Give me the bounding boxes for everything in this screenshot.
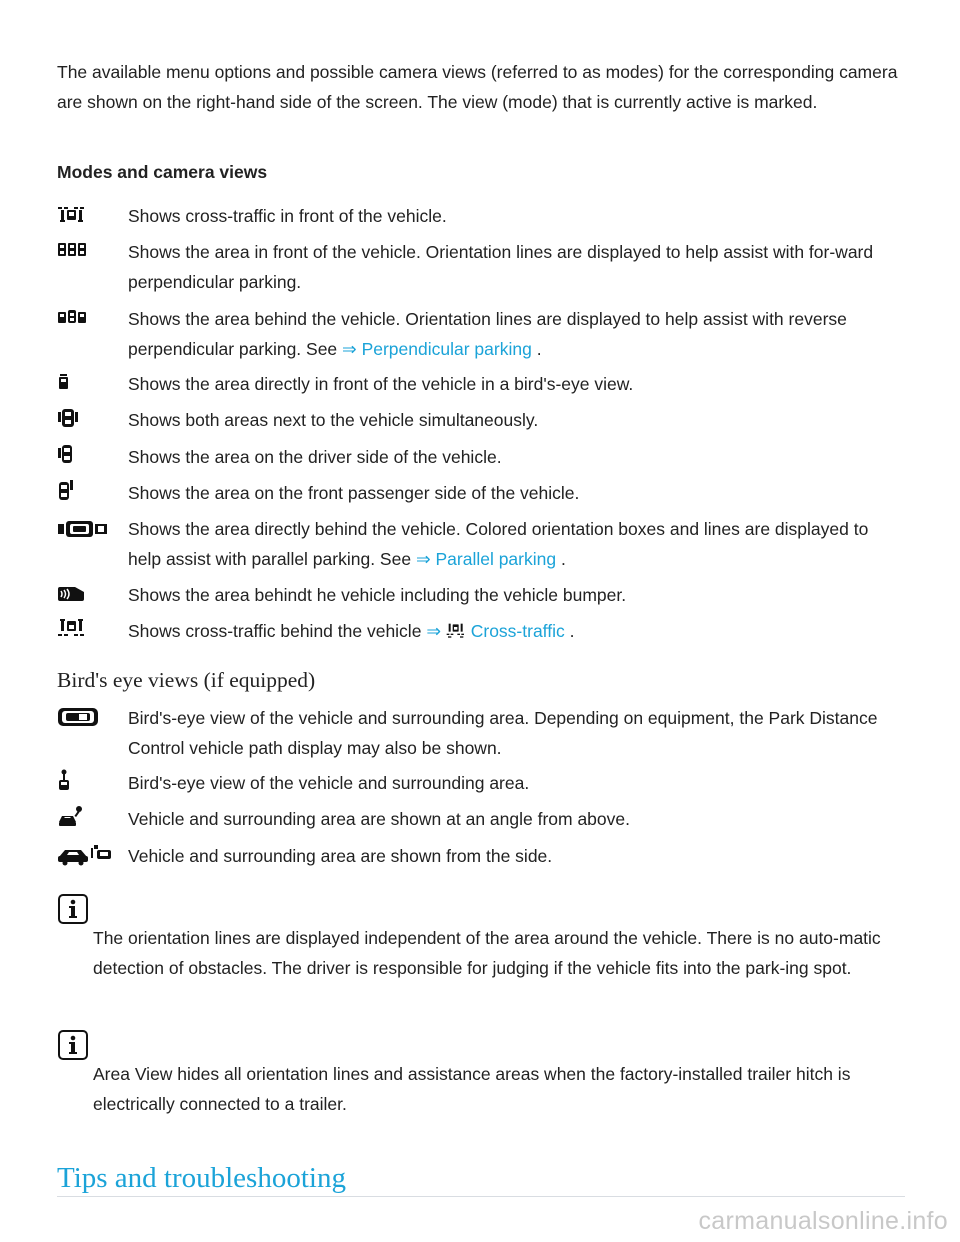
note-text: Area View hides all orientation lines and assistance areas when the factory-installed trailer hitch is electrically connected to a trailer. — [93, 1064, 851, 1114]
note-text: The orientation lines are displayed independent of the area around the vehicle. There is no auto-matic detection of obstacles. The driver is responsible for judging if the vehicle fits into the park-ing spot. — [93, 928, 881, 978]
mode-text: Shows the area on the driver side of the vehicle. — [128, 447, 502, 467]
mode-text: Shows the area on the front passenger side of the vehicle. — [128, 483, 580, 503]
info-icon — [58, 1030, 88, 1060]
mode-text — [128, 617, 905, 647]
rear-bumper-icon — [57, 580, 113, 608]
mode-text: Shows the area in front of the vehicle. Orientation lines are displayed to help assist with for-ward perpendicular parking. — [128, 242, 874, 292]
birds-eye-text: Vehicle and surrounding area are shown from the side. — [128, 846, 553, 866]
cross-traffic-link[interactable]: Cross-traffic — [470, 621, 565, 641]
mode-text-part: . — [560, 548, 566, 569]
mode-text-part: . — [569, 621, 575, 641]
front-birds-eye-icon — [57, 369, 113, 397]
side-view-icon — [57, 841, 113, 869]
cross-traffic-inline-icon — [446, 621, 466, 641]
parallel-parking-link[interactable]: ⇒ Parallel parking — [415, 548, 557, 569]
front-perpendicular-parking-icon — [57, 237, 113, 265]
both-sides-icon — [57, 405, 113, 433]
angled-view-icon — [57, 804, 113, 832]
rear-cross-traffic-icon — [57, 616, 113, 644]
intro-paragraph: The available menu options and possible camera views (referred to as modes) for the corresponding camera are shown on the right-hand side of the screen. The view (mode) that is currently active is marked. — [57, 62, 898, 112]
mode-text: Shows cross-traffic in front of the vehicle. — [128, 206, 447, 226]
front-cross-traffic-icon — [57, 201, 113, 229]
birds-eye-text: Vehicle and surrounding area are shown at an angle from above. — [128, 809, 630, 829]
birds-eye-text: Bird's-eye view of the vehicle and surrounding area. — [128, 773, 530, 793]
driver-side-icon — [57, 442, 113, 470]
birds-eye-icon — [57, 768, 113, 796]
mode-text-part: . — [536, 338, 542, 359]
parallel-parking-icon — [57, 514, 113, 542]
info-icon — [58, 894, 88, 924]
tips-heading: Tips and troubleshooting — [57, 1162, 346, 1194]
section-divider — [57, 1196, 905, 1197]
passenger-side-icon — [57, 478, 113, 506]
mode-text: Shows the area behindt he vehicle including the vehicle bumper. — [128, 585, 627, 605]
watermark: carmanualsonline.info — [698, 1207, 948, 1235]
mode-text-part: Shows the area behind the vehicle. Orientation lines are displayed to help assist with reverse perpendicular parking. See — [128, 309, 847, 359]
mode-text: Shows both areas next to the vehicle simultaneously. — [128, 410, 539, 430]
perpendicular-parking-link[interactable]: ⇒ Perpendicular parking — [342, 338, 532, 359]
birds-eye-heading: Bird's eye views (if equipped) — [57, 668, 316, 692]
modes-heading: Modes and camera views — [57, 162, 268, 182]
mode-text — [128, 515, 905, 574]
mode-text-part: Shows cross-traffic behind the vehicle — [128, 621, 422, 641]
mode-text — [128, 305, 905, 364]
reverse-perpendicular-parking-icon — [57, 304, 113, 332]
mode-text-part: Shows the area directly behind the vehicle. Colored orientation boxes and lines are displayed to help assist with parallel parking. See — [128, 519, 869, 569]
mode-text: Shows the area directly in front of the vehicle in a bird's-eye view. — [128, 374, 634, 394]
birds-eye-text: Bird's-eye view of the vehicle and surrounding area. Depending on equipment, the Park Distance Control vehicle path display may also be shown. — [128, 708, 878, 758]
birds-eye-path-icon — [57, 703, 113, 731]
cross-traffic-arrow[interactable]: ⇒ — [426, 621, 441, 641]
